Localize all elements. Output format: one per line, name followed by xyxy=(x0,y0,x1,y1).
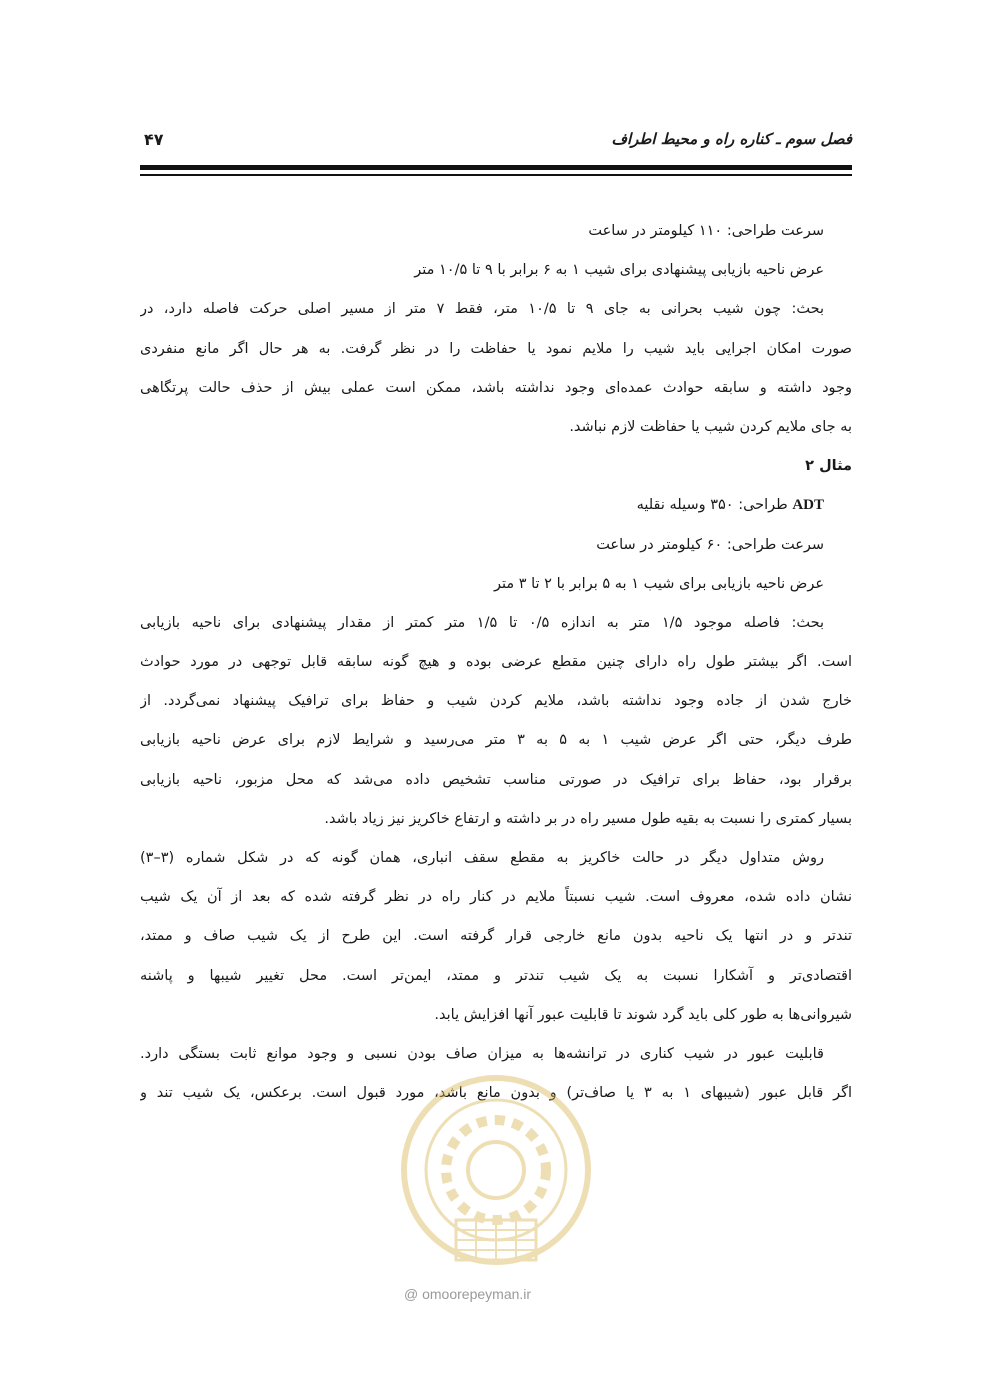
adt-value: طراحی: ۳۵۰ وسیله نقلیه xyxy=(636,497,788,514)
paragraph-line: روش متداول دیگر در حالت خاکریز به مقطع سقف انباری، همان گونه که در شکل شماره (۳–۳) xyxy=(140,850,824,866)
header-rule-thin xyxy=(140,174,852,176)
paragraph-line: برقرار بود، حفاظ برای ترافیک در صورتی مناسب تشخیص داده می‌شد که محل مزبور، ناحیه بازیابی xyxy=(140,771,852,788)
paragraph-line: طرف دیگر، حتی اگر عرض شیب ۱ به ۵ به ۳ متر می‌رسید و شرایط لازم برای عرض ناحیه بازیابی xyxy=(140,732,852,749)
page-number: ۴۷ xyxy=(144,130,164,149)
paragraph-line: بحث: فاصله موجود ۱/۵ متر به اندازه ۰/۵ تا ۱/۵ متر کمتر از مقدار پیشنهادی برای ناحیه بازیابی xyxy=(140,614,824,631)
paragraph-line: شیروانی‌ها به طور کلی باید گرد شوند تا قابلیت عبور آنها افزایش یابد. xyxy=(434,1006,852,1023)
paragraph-line: است. اگر بیشتر طول راه دارای چنین مقطع عرضی بوده و هیچ گونه سابقه قابل توجهی در مورد حوادث xyxy=(140,654,852,671)
paragraph-line: اگر قابل عبور (شیبهای ۱ به ۳ یا صاف‌تر) و بدون مانع باشد، مورد قبول است. برعکس، یک شیب تند و xyxy=(140,1085,852,1102)
paragraph-line: اقتصادی‌تر و آشکارا نسبت به یک شیب تندتر و ممتد، ایمن‌تر است. محل تغییر شیبها و پاشنه xyxy=(140,967,852,984)
paragraph-line: نشان داده شده، معروف است. شیب نسبتاً ملایم در کنار راه در نظر گرفته شده که بعد از آن یک شیب xyxy=(140,889,852,906)
paragraph-line: تندتر و در انتها یک ناحیه بدون مانع خارجی قرار گرفته است. این طرح از یک شیب صاف و ممتد، xyxy=(140,928,852,945)
adt-label: ADT xyxy=(792,497,824,514)
paragraph-line: بحث: چون شیب بحرانی به جای ۹ تا ۱۰/۵ متر، فقط ۷ متر از مسیر اصلی حرکت فاصله دارد، در xyxy=(140,301,824,318)
paragraph-line: صورت امکان اجرایی باید شیب را ملایم نمود یا حفاظت را در نظر گرفت. به هر حال اگر مانع منفردی xyxy=(140,340,852,357)
body-text xyxy=(140,212,852,1113)
paragraph-line xyxy=(140,486,852,525)
example-heading: مثال ۲ xyxy=(805,458,852,475)
paragraph-line: عرض ناحیه بازیابی برای شیب ۱ به ۵ برابر با ۲ تا ۳ متر xyxy=(493,575,824,592)
watermark-seal-icon xyxy=(396,1070,596,1290)
paragraph-line: عرض ناحیه بازیابی پیشنهادی برای شیب ۱ به ۶ برابر با ۹ تا ۱۰/۵ متر xyxy=(414,262,824,279)
paragraph-line: قابلیت عبور در شیب کناری در ترانشه‌ها به میزان صاف بودن نسبی و وجود موانع ثابت بستگی دارد. xyxy=(140,1045,824,1062)
paragraph-line: سرعت طراحی: ۶۰ کیلومتر در ساعت xyxy=(596,536,824,553)
paragraph-line: به جای ملایم کردن شیب یا حفاظت لازم نباشد. xyxy=(569,418,852,435)
chapter-title: فصل سوم ـ کناره راه و محیط اطراف xyxy=(611,130,852,148)
paragraph-line: خارج شدن از جاده وجود نداشته باشد، ملایم کردن شیب و حفاظ برای ترافیک پیشنهاد نمی‌گردد. از xyxy=(140,693,852,710)
paragraph-line: بسیار کمتری را نسبت به بقیه طول مسیر راه در بر داشته و ارتفاع خاکریز نیز زیاد باشد. xyxy=(324,810,852,827)
header-rule-thick xyxy=(140,165,852,170)
paragraph-line: سرعت طراحی: ۱۱۰ کیلومتر در ساعت xyxy=(588,223,824,239)
watermark-url: @ omoorepeyman.ir xyxy=(404,1286,532,1302)
paragraph-line: وجود داشته و سابقه حوادث عمده‌ای وجود نداشته باشد، ممکن است عملی بیش از حذف حالت پرتگاهی xyxy=(140,379,852,396)
